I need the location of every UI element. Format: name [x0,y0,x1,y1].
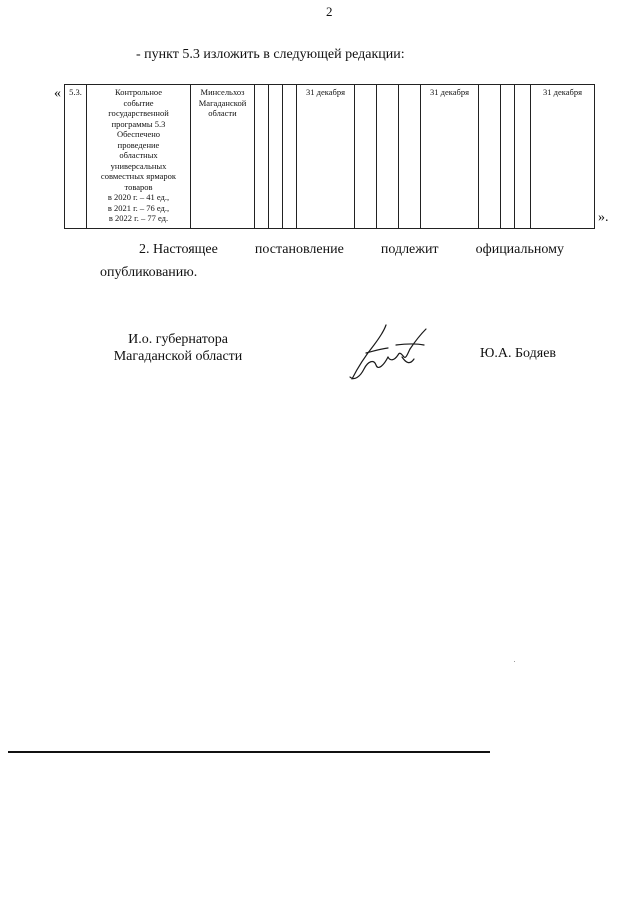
empty-cell [283,85,297,229]
event-line: в 2022 г. – 77 ед. [108,213,169,223]
event-line: Обеспечено [116,129,161,139]
signer-title-line: И.о. губернатора [128,332,228,347]
signer-title-line: Магаданской области [113,349,243,364]
empty-cell [501,85,515,229]
event-line: совместных ярмарок [100,171,177,181]
paragraph-word: 2. Настоящее [139,242,218,257]
responsible-line: области [208,108,237,118]
event-line: универсальных [110,160,167,171]
event-line: товаров [124,181,153,192]
amendment-table [64,84,595,229]
deadline-cell-2021: 31 декабря [421,85,479,229]
event-line: Контрольное [114,87,163,97]
event-line: событие [123,97,154,108]
paragraph-2-continuation: опубликованию. [100,265,198,280]
empty-cell [255,85,269,229]
event-line: в 2021 г. – 76 ед., [107,202,170,213]
deadline-cell-2020: 31 декабря [297,85,355,229]
empty-cell [515,85,531,229]
event-line: государственной [108,108,169,118]
event-line: в 2020 г. – 41 ед., [107,192,170,202]
closing-quote: ». [598,210,609,225]
event-line: программы 5.3 [111,118,166,129]
event-line: областных [119,150,158,160]
empty-cell [479,85,501,229]
footer-rule [8,751,490,753]
empty-cell [355,85,377,229]
responsible-line: Минсельхоз [200,87,245,97]
empty-cell [269,85,283,229]
responsible-line: Магаданской [198,97,247,108]
paragraph-word: официальному [475,242,564,257]
signer-name: Ю.А. Бодяев [480,346,557,361]
opening-quote: « [54,86,61,101]
page-number: 2 [326,4,333,19]
scan-speck [514,661,515,662]
row-number-cell: 5.3. [65,85,87,229]
paragraph-word: подлежит [380,242,439,257]
deadline-cell-2022: 31 декабря [531,85,595,229]
table-row [65,85,595,229]
event-line: проведение [117,139,160,150]
paragraph-2 [139,242,564,258]
responsible-cell [191,85,255,229]
paragraph-word: постановление [254,242,344,257]
empty-cell [377,85,399,229]
empty-cell [399,85,421,229]
signer-title [108,331,248,365]
handwritten-signature [344,315,434,385]
event-cell [87,85,191,229]
intro-line: - пункт 5.3 изложить в следующей редакции: [136,47,405,62]
